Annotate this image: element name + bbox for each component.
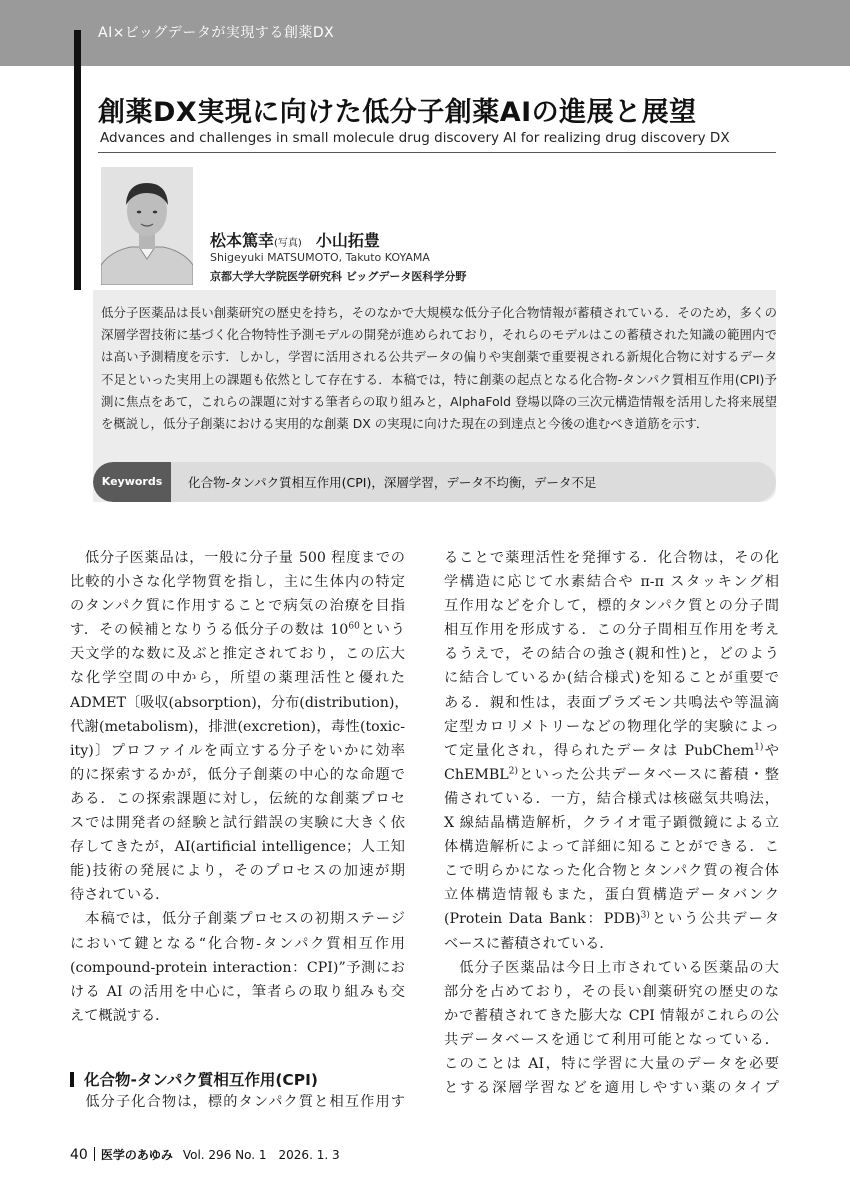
body-line: ることで薬理活性を発揮する．化合物は，その化 — [444, 550, 779, 566]
page-number: 40 — [70, 1147, 88, 1163]
article-subtitle: Advances and challenges in small molecule drug discovery AI for realizing drug discovery DX — [100, 130, 730, 146]
authors-en: Shigeyuki MATSUMOTO, Takuto KOYAMA — [210, 251, 430, 264]
body-line: 立体構造情報もまた，蛋白質構造データバンク — [444, 887, 779, 904]
body-line-text: (Protein Data Bank：PDB) — [444, 911, 641, 928]
body-line: 本稿では，低分子創薬プロセスの初期ステージ — [70, 911, 405, 928]
footer-divider — [94, 1147, 95, 1161]
journal-title: 医学のあゆみ — [100, 1148, 173, 1162]
abstract-text: 低分子医薬品は長い創薬研究の歴史を持ち，そのなかで大規模な低分子化合物情報が蓄積されている．そのため，多くの深層学習技術に基づく化合物特性予測モデルの開発が進められており，それらのモデルはこの蓄積された知識の範囲内では高い予測精度を示す．しかし，学習に活用される公共データの偏りや実創薬で重要視される新規化合物に対するデータ不足といった実用上の課題も依然として存在する．本稿では，特に創薬の起点となる化合物-タンパク質相互作用(CPI)予測に焦点をあて，これらの課題に対する筆者らの取り組みと，AlphaFold 登場以降の三次元構造情報を活用した将来展望を概説し，低分子創薬における実用的な創薬 DX の実現に向けた現在の到達点と今後の進むべき道筋を示す． — [101, 305, 777, 432]
citation-ref: 3) — [640, 910, 650, 921]
body-line-text: ChEMBL — [444, 766, 509, 783]
body-line — [444, 763, 779, 787]
body-line: 代謝(metabolism)，排泄(excretion)，毒性(toxic- — [70, 718, 405, 735]
body-line: えて概説する． — [70, 1007, 170, 1024]
header-band — [0, 0, 850, 66]
body-line: 天文学的な数に及ぶと推定されており，この広大 — [70, 646, 405, 663]
authors-ja — [210, 228, 380, 251]
body-line: ベースに蓄積されている． — [444, 935, 614, 952]
body-line: 備されている．一方，結合様式は核磁気共鳴法， — [444, 790, 779, 807]
body-line: 体構造解析によって詳細に知ることができる．こ — [444, 839, 779, 856]
body-line: 学構造に応じて水素結合や π-π スタッキング相 — [444, 574, 779, 591]
citation-ref: 2) — [508, 766, 518, 777]
body-line: のタンパク質に作用することで病気の治療を目指 — [70, 598, 405, 615]
keywords-text: 化合物-タンパク質相互作用(CPI)，深層学習，データ不均衡，データ不足 — [188, 475, 597, 490]
body-line: 定型カロリメトリーなどの物理化学的実験によっ — [444, 718, 779, 735]
body-line-tail: といった公共データベースに蓄積・整 — [517, 766, 779, 783]
exponent: 60 — [348, 621, 360, 632]
series-label: AI×ビッグデータが実現する創薬DX — [98, 25, 335, 41]
body-line: このことは AI，特に学習に大量のデータを必要 — [444, 1055, 779, 1072]
keywords-bar — [93, 462, 776, 502]
body-line: とする深層学習などを適用しやすい薬のタイプ — [444, 1080, 779, 1097]
body-line: 低分子医薬品は今日上市されている医薬品の大 — [444, 959, 779, 976]
affiliation: 京都大学大学院医学研究科 ビッグデータ医科学分野 — [210, 270, 467, 283]
body-column-left-continued — [70, 1090, 405, 1114]
body-line: 互作用などを介して，標的タンパク質との分子間 — [444, 598, 779, 615]
body-line: 低分子化合物は，標的タンパク質と相互作用す — [70, 1094, 405, 1110]
photo-note: (写真) — [274, 238, 302, 249]
body-line: 待されている． — [70, 887, 170, 904]
body-line — [444, 739, 779, 763]
body-line-tail: や — [763, 742, 779, 759]
body-line: 相互作用を形成する．この分子間相互作用を考え — [444, 622, 779, 639]
body-line: 比較的小さな化学物質を指し，主に生体内の特定 — [70, 574, 405, 591]
journal-volume: Vol. 296 No. 1 — [182, 1148, 267, 1162]
body-line: 能)技術の発展により，そのプロセスの加速が期 — [70, 863, 405, 880]
body-line — [444, 907, 779, 931]
body-line: (compound-protein interaction：CPI)”予測にお — [70, 959, 405, 976]
author-portrait-icon — [101, 167, 193, 285]
body-line-text: す．その候補となりうる低分子の数は 10 — [70, 622, 349, 639]
issue-date: 2026. 1. 3 — [278, 1148, 340, 1162]
body-line-tail: という公共データ — [649, 911, 779, 928]
body-line: な化学空間の中から，所望の薬理活性と優れた — [70, 670, 405, 687]
body-line: X 線結晶構造解析，クライオ電子顕微鏡による立 — [444, 815, 779, 832]
body-line: 共データベースを通じて利用可能となっている． — [444, 1031, 779, 1048]
section-heading-text: 化合物-タンパク質相互作用(CPI) — [84, 1071, 319, 1089]
body-line: スでは開発者の経験と試行錯誤の実験に大きく依 — [70, 815, 405, 832]
author-name-2: 小山拓豊 — [315, 231, 380, 250]
article-title: 創薬DX実現に向けた低分子創薬AIの進展と展望 — [98, 97, 697, 128]
body-line: こで明らかになった化合物とタンパク質の複合体 — [444, 863, 779, 880]
author-name-1: 松本篤幸 — [210, 231, 275, 250]
keywords-label: Keywords — [93, 462, 171, 502]
title-accent-rule — [74, 30, 81, 290]
body-line-text: て定量化され，得られたデータは PubChem — [444, 742, 755, 759]
citation-ref: 1) — [754, 742, 764, 753]
body-line: 低分子医薬品は，一般に分子量 500 程度までの — [70, 550, 405, 566]
body-line: 部分を占めており，その長い創薬研究の歴史のな — [444, 983, 779, 1000]
title-divider — [98, 152, 776, 153]
body-line: るうえで，その結合の強さ(親和性)と，どのよう — [444, 646, 779, 663]
body-line: ity)〕プロファイルを両立する分子をいかに効率 — [70, 742, 405, 759]
body-column-right — [444, 546, 779, 1100]
body-line: において鍵となる“化合物-タンパク質相互作用 — [70, 935, 405, 952]
body-line-tail: という — [359, 622, 405, 639]
page-footer — [70, 1146, 340, 1163]
author-photo — [101, 167, 193, 285]
section-marker — [70, 1072, 74, 1087]
body-line — [70, 618, 405, 642]
body-line: ある．親和性は，表面プラズモン共鳴法や等温滴 — [444, 694, 779, 711]
body-line: 存してきたが，AI(artificial intelligence；人工知 — [70, 839, 405, 856]
body-line: ADMET〔吸収(absorption)，分布(distribution)， — [70, 694, 409, 711]
body-line: ある．この探索課題に対し，伝統的な創薬プロセ — [70, 790, 405, 807]
body-line: に結合しているか(結合様式)を知ることが重要で — [444, 670, 779, 687]
body-column-left — [70, 546, 409, 1028]
body-line: 的に探索するかが，低分子創薬の中心的な命題で — [70, 766, 405, 783]
body-line: かで蓄積されてきた膨大な CPI 情報がこれらの公 — [444, 1007, 779, 1024]
body-line: ける AI の活用を中心に，筆者らの取り組みも交 — [70, 983, 405, 1000]
section-heading — [70, 1068, 318, 1090]
